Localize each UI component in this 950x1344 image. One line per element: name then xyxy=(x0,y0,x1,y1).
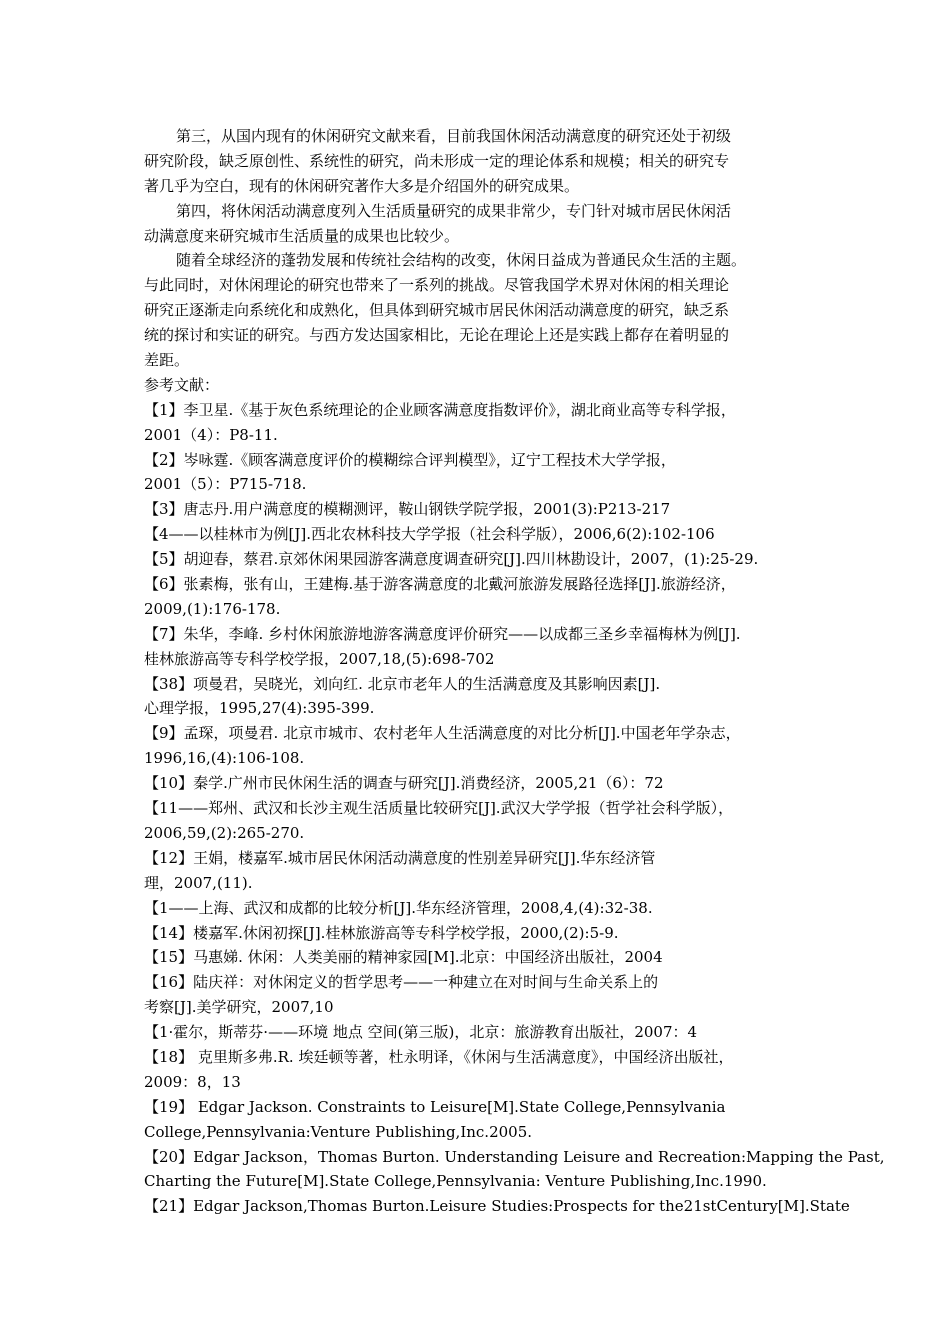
text-line: 【19】 Edgar Jackson. Constraints to Leisure[M].State College,Pennsylvania xyxy=(144,1097,726,1116)
text-line: 【15】马惠娣. 休闲：人类美丽的精神家园[M].北京：中国经济出版社，2004 xyxy=(144,948,663,967)
text-line: 【6】张素梅，张有山，王建梅.基于游客满意度的北戴河旅游发展路径选择[J].旅游经济， xyxy=(144,575,736,594)
text-line: 统的探讨和实证的研究。与西方发达国家相比，无论在理论上还是实践上都存在着明显的 xyxy=(144,326,730,345)
text-line: 【12】王娟，楼嘉军.城市居民休闲活动满意度的性别差异研究[J].华东经济管 xyxy=(144,848,656,867)
text-line: Charting the Future[M].State College,Pennsylvania: Venture Publishing,Inc.1990. xyxy=(144,1172,767,1191)
text-line: 【18】 克里斯多弗.R. 埃廷顿等著，杜永明译，《休闲与生活满意度》，中国经济出版社， xyxy=(144,1047,734,1066)
text-line: 【20】Edgar Jackson，Thomas Burton. Understanding Leisure and Recreation:Mapping the Past, xyxy=(144,1147,885,1166)
text-line: 研究正逐渐走向系统化和成熟化，但具体到研究城市居民休闲活动满意度的研究，缺乏系 xyxy=(144,301,730,320)
text-line: 研究阶段，缺乏原创性、系统性的研究，尚未形成一定的理论体系和规模；相关的研究专 xyxy=(144,151,730,170)
text-line: 2001（4）：P8-11. xyxy=(144,425,278,444)
text-line: 随着全球经济的蓬勃发展和传统社会结构的改变，休闲日益成为普通民众生活的主题。 xyxy=(176,251,747,270)
text-line: 【21】Edgar Jackson,Thomas Burton.Leisure Studies:Prospects for the21stCentury[M].State xyxy=(144,1197,850,1216)
text-line: 桂林旅游高等专科学校学报，2007,18,(5):698-702 xyxy=(144,649,495,668)
text-line: 与此同时，对休闲理论的研究也带来了一系列的挑战。尽管我国学术界对休闲的相关理论 xyxy=(144,276,730,295)
text-line: 【9】孟琛，项曼君. 北京市城市、农村老年人生活满意度的对比分析[J].中国老年学杂志， xyxy=(144,724,741,743)
text-line: 【38】项曼君，吴晓光，刘向红. 北京市老年人的生活满意度及其影响因素[J]. xyxy=(144,674,661,693)
text-line: 【11——郑州、武汉和长沙主观生活质量比较研究[J].武汉大学学报（哲学社会科学版）， xyxy=(144,799,734,818)
text-line: 【2】岑咏霆.《顾客满意度评价的模糊综合评判模型》，辽宁工程技术大学学报， xyxy=(144,450,676,469)
document-page xyxy=(144,124,885,1219)
text-line: 2006,59,(2):265-270. xyxy=(144,823,305,842)
text-line: College,Pennsylvania:Venture Publishing,Inc.2005. xyxy=(144,1122,533,1141)
text-line: 【7】朱华，李峰. 乡村休闲旅游地游客满意度评价研究——以成都三圣乡幸福梅林为例[J]. xyxy=(144,624,741,643)
text-line: 【16】陆庆祥：对休闲定义的哲学思考——一种建立在对时间与生命关系上的 xyxy=(144,973,659,992)
text-line: 参考文献： xyxy=(144,375,220,394)
text-line: 【1】李卫星.《基于灰色系统理论的企业顾客满意度指数评价》，湖北商业高等专科学报， xyxy=(144,400,736,419)
text-line: 第四，将休闲活动满意度列入生活质量研究的成果非常少，专门针对城市居民休闲活 xyxy=(176,201,732,220)
text-line: 2009,(1):176-178. xyxy=(144,599,281,618)
text-line: 【1·霍尔，斯蒂芬·——环境 地点 空间(第三版)，北京：旅游教育出版社，2007：4 xyxy=(144,1023,698,1042)
text-line: 【10】秦学.广州市民休闲生活的调查与研究[J].消费经济，2005,21（6）：72 xyxy=(144,774,664,793)
text-line: 【5】胡迎春，蔡君.京郊休闲果园游客满意度调查研究[J].四川林勘设计，2007，(1):25-29. xyxy=(144,550,759,569)
text-line: 【4——以桂林市为例[J].西北农林科技大学学报（社会科学版），2006,6(2):102-106 xyxy=(144,525,715,544)
text-line: 【14】楼嘉军.休闲初探[J].桂林旅游高等专科学校学报，2000,(2):5-9. xyxy=(144,923,619,942)
text-line: 第三，从国内现有的休闲研究文献来看，目前我国休闲活动满意度的研究还处于初级 xyxy=(176,127,732,145)
text-line: 动满意度来研究城市生活质量的成果也比较少。 xyxy=(144,226,460,245)
text-line: 1996,16,(4):106-108. xyxy=(144,749,305,768)
text-line: 著几乎为空白，现有的休闲研究著作大多是介绍国外的研究成果。 xyxy=(144,176,580,195)
text-line: 2001（5）：P715-718. xyxy=(144,475,307,494)
text-line: 考察[J].美学研究，2007,10 xyxy=(144,998,334,1017)
text-line: 【3】唐志丹.用户满意度的模糊测评，鞍山钢铁学院学报，2001(3):P213-217 xyxy=(144,500,671,519)
text-line: 差距。 xyxy=(144,351,190,370)
text-line: 2009：8，13 xyxy=(144,1072,241,1091)
text-line: 心理学报，1995,27(4):395-399. xyxy=(144,699,375,718)
text-line: 【1——上海、武汉和成都的比较分析[J].华东经济管理，2008,4,(4):32-38. xyxy=(144,898,653,917)
text-line: 理，2007,(11). xyxy=(144,873,253,892)
